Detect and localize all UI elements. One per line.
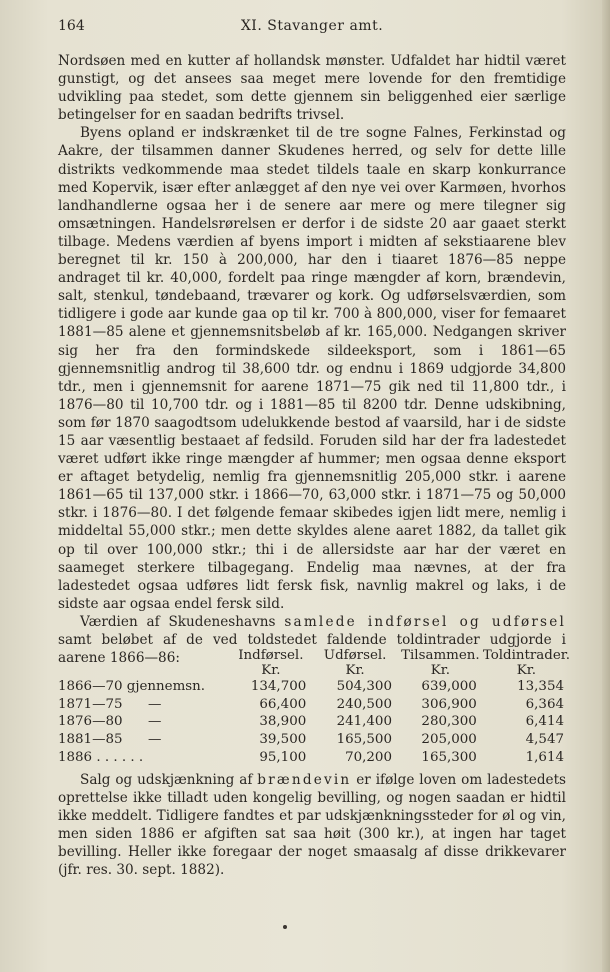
table-row bbox=[58, 696, 570, 714]
column-name: Indførsel. bbox=[238, 648, 304, 663]
intro-spaced: samlede indførsel og udførsel bbox=[284, 613, 566, 630]
closing-spaced: brændevin bbox=[257, 772, 352, 788]
page-number: 164 bbox=[58, 18, 85, 34]
table-header-blank bbox=[58, 648, 229, 678]
table-row bbox=[58, 731, 570, 749]
column-header bbox=[229, 648, 312, 678]
table-row bbox=[58, 678, 570, 696]
row-label: 1886 . . . . . . bbox=[58, 749, 144, 765]
cell-import: 66,400 bbox=[259, 696, 307, 712]
row-label: 1876—80 — bbox=[58, 714, 162, 730]
page-edge bbox=[602, 0, 610, 972]
trade-table bbox=[58, 648, 570, 766]
cell-export: 240,500 bbox=[336, 696, 392, 712]
cell-export: 165,500 bbox=[336, 732, 392, 748]
cell-duties: 1,614 bbox=[525, 749, 564, 765]
row-label: 1866—70 gjennemsn. bbox=[58, 679, 206, 695]
table-header-row bbox=[58, 648, 570, 678]
cell-total: 165,300 bbox=[421, 749, 477, 765]
column-unit: Kr. bbox=[345, 663, 365, 678]
paragraph-trade: Byens opland er indskrænket til de tre sogne Falnes, Ferkinstad og Aakre, der tilsammen danner Skudenes herred, og selv for dette lille distrikts vedkommende maa stedet tildels taale en skarp konkurrance med Kopervik, især efter anlægget af den nye vei over Karmøen, hvorhos landhandlerne ogsaa her i de senere aar mere og mere tilegner sig omsætningen. Handelsrørelsen er derfor i de sidste 20 aar gaaet sterkt tilbage. Medens værdien af byens import i midten af sekstiaarene blev beregnet til kr. 150 à 200,000, har den i tiaaret 1876—85 neppe andraget til kr. 40,000, fordelt paa ringe mængder af korn, brændevin, salt, stenkul, tøndebaand, trævarer og kork. Og udførselsværdien, som tidligere i gode aar kunde gaa op til kr. 700 à 800,000, viser for femaaret 1881—85 alene et gjennemsnitsbeløb af kr. 165,000. Nedgangen skriver sig her fra den formindskede sildeeksport, som i 1861—65 gjennemsnitlig androg til 38,600 tdr. og endnu i 1869 udgjorde 34,800 tdr., men i gjennemsnit for aarene 1871—75 gik ned til 11,800 tdr., i 1876—80 til 10,700 tdr. og i 1881—85 til 8200 tdr. Denne udskibning, som før 1870 saagodtsom udelukkende bestod af vaarsild, har i de sidste 15 aar væsentlig bestaaet af fedsild. Foruden sild har der fra ladestedet været udført ikke ringe mængder af hummer; men ogsaa denne eksport er aftaget betydelig, nemlig fra gjennemsnitlig 205,000 stkr. i aarene 1861—65 til 137,000 stkr. i 1866—70, 63,000 stkr. i 1871—75 og 50,000 stkr. i 1876—80. I det følgende femaar skibedes igjen lidt mere, nemlig i middeltal 55,000 stkr.; men dette skyldes alene aaret 1882, da tallet gik op til over 100,000 stkr.; thi i de allersidste aar har der været en saameget sterkere tilbagegang. Endelig maa nævnes, at der fra ladestedet ogsaa udføres lidt fersk fisk, navnlig makrel og laks, i de sidste aar ogsaa endel fersk sild. bbox=[58, 125, 566, 612]
ink-dot bbox=[283, 925, 287, 929]
closing-after: er ifølge loven om ladestedets oprettelse ikke tilladt uden kongelig bevilling, og nogen saadan er hidtil ikke meddelt. Tidligere fandtes et par udskjænkningssteder for øl og vin, men siden 1886 er afgiften sat saa høit (300 kr.), at ingen har taget bevilling. Heller ikke foregaar der noget smaasalg af disse drikkevarer (jfr. res. 30. sept. 1882). bbox=[58, 772, 567, 879]
cell-duties: 4,547 bbox=[525, 732, 564, 748]
cell-import: 95,100 bbox=[259, 749, 307, 765]
cell-export: 70,200 bbox=[345, 749, 392, 765]
cell-total: 280,300 bbox=[421, 714, 477, 730]
table-row bbox=[58, 748, 570, 766]
cell-total: 639,000 bbox=[421, 679, 477, 695]
column-header bbox=[398, 648, 483, 678]
column-name: Udførsel. bbox=[323, 648, 387, 663]
column-unit: Kr. bbox=[516, 663, 536, 678]
column-unit: Kr. bbox=[261, 663, 281, 678]
row-label: 1881—85 — bbox=[58, 732, 162, 748]
row-label: 1871—75 — bbox=[58, 696, 162, 712]
column-name: Toldintrader. bbox=[482, 648, 570, 663]
main-text bbox=[58, 52, 566, 667]
cell-export: 504,300 bbox=[336, 679, 392, 695]
cell-duties: 6,414 bbox=[525, 714, 564, 730]
cell-import: 38,900 bbox=[259, 714, 307, 730]
table-row bbox=[58, 713, 570, 731]
page-header bbox=[58, 18, 566, 40]
paragraph-fishing: Nordsøen med en kutter af hollandsk mønster. Udfaldet har hidtil været gunstigt, og det ansees saa meget mere lovende for den fremtidige udvikling paa stedet, som dette gjennem sin beliggenhed eier særlige betingelser for en saadan bedrifts trivsel. bbox=[58, 53, 566, 124]
cell-import: 134,700 bbox=[250, 679, 307, 695]
closing-before: Salg og udskjænkning af bbox=[80, 772, 253, 788]
cell-export: 241,400 bbox=[336, 714, 392, 730]
intro-before: Værdien af Skudeneshavns bbox=[80, 613, 276, 630]
column-header bbox=[312, 648, 398, 678]
cell-duties: 13,354 bbox=[517, 679, 564, 695]
column-header bbox=[483, 648, 570, 678]
closing-text bbox=[58, 771, 566, 880]
running-title: XI. Stavanger amt. bbox=[240, 18, 384, 34]
cell-import: 39,500 bbox=[259, 732, 307, 748]
cell-total: 306,900 bbox=[421, 696, 477, 712]
cell-duties: 6,364 bbox=[525, 696, 564, 712]
column-unit: Kr. bbox=[430, 663, 450, 678]
paragraph-liquor bbox=[58, 771, 566, 880]
cell-total: 205,000 bbox=[421, 732, 477, 748]
column-name: Tilsammen. bbox=[401, 648, 480, 663]
intro-after: samt beløbet af de ved toldstedet faldende toldintrader udgjorde i aarene 1866—86: bbox=[58, 632, 566, 667]
